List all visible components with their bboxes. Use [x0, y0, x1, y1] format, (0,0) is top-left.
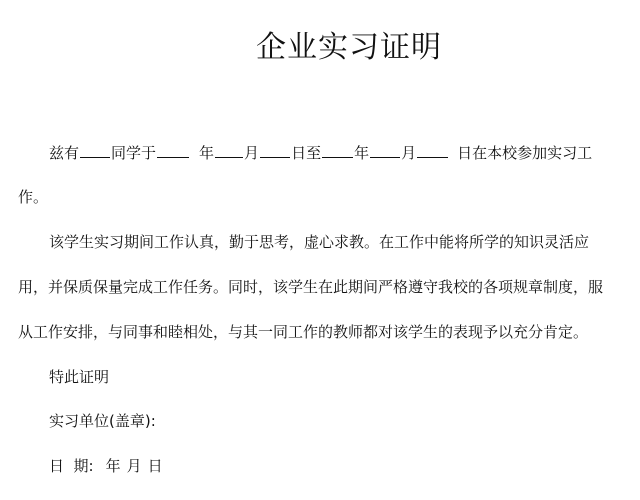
date-line	[49, 456, 622, 476]
text-year-2: 年	[354, 144, 370, 162]
blank-end-day[interactable]	[417, 143, 448, 158]
blank-start-day[interactable]	[260, 143, 290, 158]
blank-student-name[interactable]	[80, 143, 110, 158]
text-tongxueyu: 同学于	[111, 144, 157, 162]
date-year: 年	[105, 457, 121, 475]
blank-end-year[interactable]	[322, 143, 353, 158]
text-day-tail: 日在本校参加实习工	[457, 144, 593, 162]
unit-seal-label: 实习单位(盖章):	[49, 412, 156, 430]
paragraph-body-line-2: 用，并保质保量完成工作任务。同时，该学生在此期间严格遵守我校的各项规章制度，服	[18, 278, 604, 296]
date-label: 日 期:	[49, 457, 94, 475]
text-zhiyou: 兹有	[49, 144, 80, 162]
text-rizhi: 日至	[291, 144, 322, 162]
blank-start-year[interactable]	[157, 143, 189, 158]
paragraph-body-line-1: 该学生实习期间工作认真，勤于思考，虚心求教。在工作中能将所学的知识灵活应	[49, 233, 590, 251]
paragraph-body-line-3: 从工作安排，与同事和睦相处，与其一同工作的教师都对该学生的表现予以充分肯定。	[18, 323, 589, 341]
closing-statement: 特此证明	[49, 368, 110, 386]
blank-end-month[interactable]	[370, 143, 400, 158]
text-month-2: 月	[401, 144, 417, 162]
blank-start-month[interactable]	[215, 143, 243, 158]
paragraph-intro-line-1	[49, 143, 622, 163]
paragraph-intro-line-2: 作。	[18, 188, 49, 206]
text-month-1: 月	[244, 144, 260, 162]
date-month: 月	[126, 457, 142, 475]
text-year-1: 年	[199, 144, 215, 162]
document-title: 企业实习证明	[256, 30, 442, 65]
date-day: 日	[147, 457, 163, 475]
